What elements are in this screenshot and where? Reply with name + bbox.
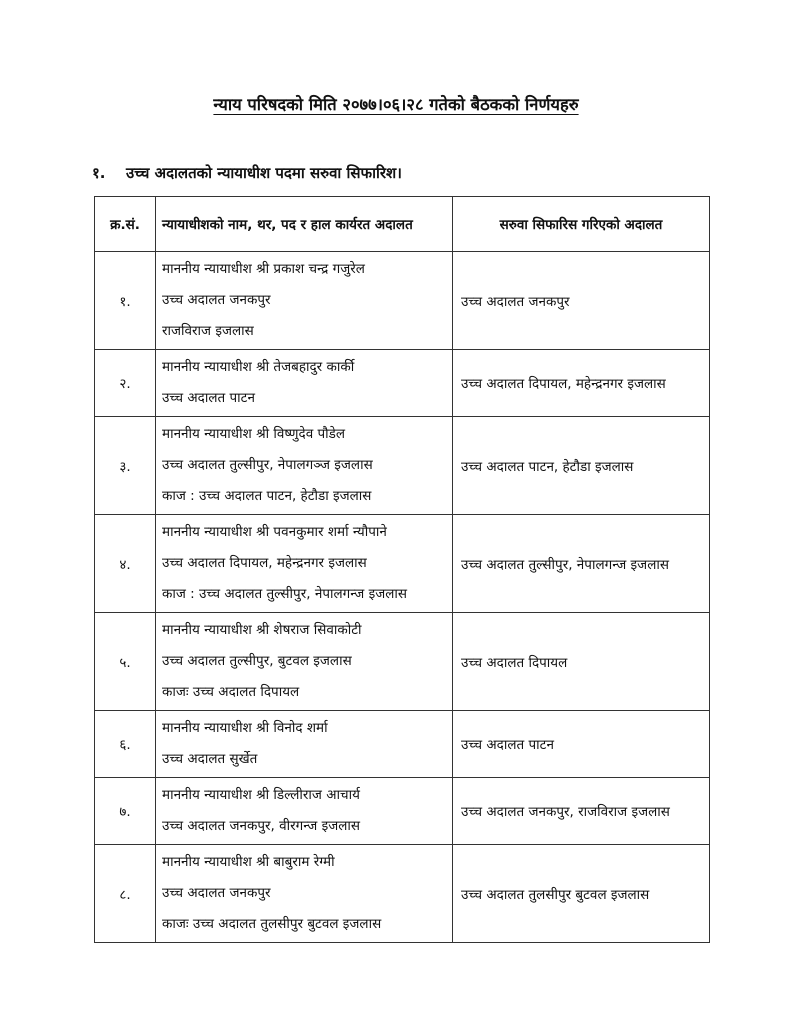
judge-detail-line: उच्च अदालत जनकपुर bbox=[162, 885, 271, 901]
judge-detail-line: राजविराज इजलास bbox=[162, 323, 254, 339]
judge-detail-line: माननीय न्यायाधीश श्री तेजबहादुर कार्की bbox=[162, 359, 355, 375]
row-serial-number: ८. bbox=[95, 845, 156, 943]
table-row bbox=[95, 778, 710, 845]
section-heading bbox=[92, 163, 402, 183]
judge-detail-line: उच्च अदालत जनकपुर, वीरगन्ज इजलास bbox=[162, 818, 360, 834]
judge-detail-line: माननीय न्यायाधीश श्री पवनकुमार शर्मा न्यौपाने bbox=[162, 524, 387, 540]
row-serial-number: ४. bbox=[95, 515, 156, 613]
judge-detail-line: काजः उच्च अदालत तुलसीपुर बुटवल इजलास bbox=[162, 916, 382, 932]
row-recommended-court: उच्च अदालत दिपायल, महेन्द्रनगर इजलास bbox=[453, 350, 710, 417]
row-judge-details bbox=[156, 845, 453, 943]
table-row bbox=[95, 417, 710, 515]
judge-detail-line: माननीय न्यायाधीश श्री शेषराज सिवाकोटी bbox=[162, 622, 362, 638]
judge-detail-line: माननीय न्यायाधीश श्री विनोद शर्मा bbox=[162, 720, 328, 736]
table-row bbox=[95, 711, 710, 778]
judge-detail-line: माननीय न्यायाधीश श्री डिल्लीराज आचार्य bbox=[162, 787, 360, 803]
row-recommended-court: उच्च अदालत जनकपुर bbox=[453, 252, 710, 350]
row-judge-details bbox=[156, 252, 453, 350]
header-recommended-court: सरुवा सिफारिस गरिएको अदालत bbox=[453, 197, 710, 252]
table-row bbox=[95, 845, 710, 943]
judge-detail-line: काज : उच्च अदालत पाटन, हेटौडा इजलास bbox=[162, 488, 372, 504]
table-row bbox=[95, 252, 710, 350]
row-serial-number: ७. bbox=[95, 778, 156, 845]
judge-detail-line: उच्च अदालत तुल्सीपुर, नेपालगञ्ज इजलास bbox=[162, 457, 373, 473]
judge-detail-line: उच्च अदालत सुर्खेत bbox=[162, 751, 258, 767]
row-serial-number: २. bbox=[95, 350, 156, 417]
judge-detail-line: उच्च अदालत जनकपुर bbox=[162, 292, 271, 308]
row-judge-details bbox=[156, 350, 453, 417]
row-judge-details bbox=[156, 778, 453, 845]
judge-detail-line: उच्च अदालत दिपायल, महेन्द्रनगर इजलास bbox=[162, 555, 367, 571]
table-header-row bbox=[95, 197, 710, 252]
row-serial-number: १. bbox=[95, 252, 156, 350]
judge-detail-line: माननीय न्यायाधीश श्री प्रकाश चन्द्र गजुरेल bbox=[162, 261, 365, 277]
row-recommended-court: उच्च अदालत तुलसीपुर बुटवल इजलास bbox=[453, 845, 710, 943]
table-row bbox=[95, 515, 710, 613]
judge-detail-line: माननीय न्यायाधीश श्री बाबुराम रेग्मी bbox=[162, 854, 335, 870]
row-serial-number: ६. bbox=[95, 711, 156, 778]
row-recommended-court: उच्च अदालत जनकपुर, राजविराज इजलास bbox=[453, 778, 710, 845]
judge-detail-line: उच्च अदालत तुल्सीपुर, बुटवल इजलास bbox=[162, 653, 352, 669]
row-recommended-court: उच्च अदालत दिपायल bbox=[453, 613, 710, 711]
row-serial-number: ३. bbox=[95, 417, 156, 515]
row-judge-details bbox=[156, 613, 453, 711]
header-judge-details: न्यायाधीशको नाम, थर, पद र हाल कार्यरत अदालत bbox=[156, 197, 453, 252]
row-judge-details bbox=[156, 417, 453, 515]
judge-detail-line: काज : उच्च अदालत तुल्सीपुर, नेपालगन्ज इजलास bbox=[162, 586, 407, 602]
document-title: न्याय परिषदको मिति २०७७।०६।२८ गतेको बैठकको निर्णयहरु bbox=[213, 95, 579, 114]
table-row bbox=[95, 350, 710, 417]
section-number: १. bbox=[92, 164, 106, 182]
judge-detail-line: काजः उच्च अदालत दिपायल bbox=[162, 684, 300, 700]
judge-detail-line: माननीय न्यायाधीश श्री विष्णुदेव पौडेल bbox=[162, 426, 346, 442]
row-judge-details bbox=[156, 515, 453, 613]
header-serial: क्र.सं. bbox=[95, 197, 156, 252]
judge-detail-line: उच्च अदालत पाटन bbox=[162, 390, 255, 406]
row-recommended-court: उच्च अदालत पाटन bbox=[453, 711, 710, 778]
table-row bbox=[95, 613, 710, 711]
transfer-table bbox=[94, 196, 710, 943]
section-heading-text: उच्च अदालतको न्यायाधीश पदमा सरुवा सिफारिश। bbox=[126, 164, 402, 182]
row-judge-details bbox=[156, 711, 453, 778]
row-serial-number: ५. bbox=[95, 613, 156, 711]
row-recommended-court: उच्च अदालत पाटन, हेटौडा इजलास bbox=[453, 417, 710, 515]
row-recommended-court: उच्च अदालत तुल्सीपुर, नेपालगन्ज इजलास bbox=[453, 515, 710, 613]
